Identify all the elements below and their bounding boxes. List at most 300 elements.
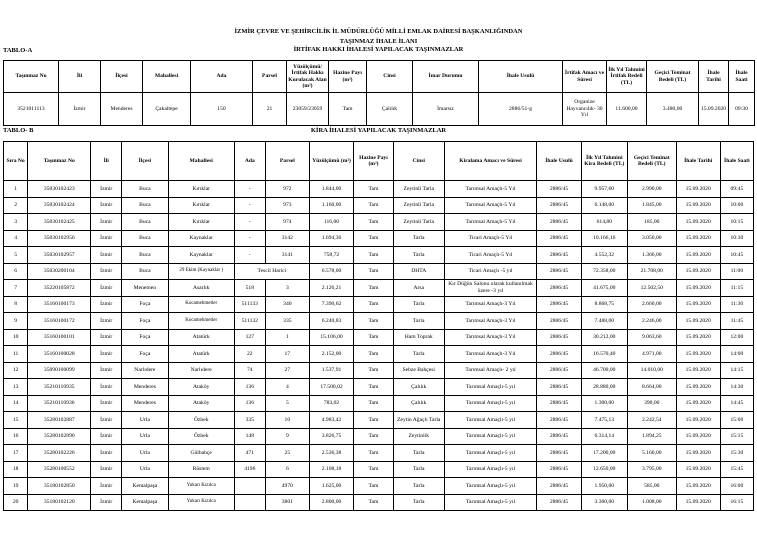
table-cell: Urla <box>122 461 168 478</box>
table-cell: 9 <box>265 428 309 445</box>
table-cell: Tam <box>354 313 394 330</box>
table-cell: - <box>234 197 265 214</box>
table-cell: 15.106,00 <box>309 329 353 346</box>
column-header: Mahallesi <box>143 61 191 93</box>
table-cell: 10:45 <box>720 247 753 264</box>
header-subtitle: TAŞINMAZ İHALE İLANI <box>339 38 418 45</box>
table-cell: Gülbahçe <box>168 445 234 462</box>
table-row <box>4 329 754 346</box>
table-cell: 15 <box>4 412 28 429</box>
table-row <box>4 379 754 396</box>
column-header: Taşınmaz No <box>4 61 59 93</box>
table-cell: 15.09.2020 <box>676 197 720 214</box>
table-cell: Tam <box>354 214 394 231</box>
table-cell: 6.578,00 <box>309 263 353 280</box>
table-cell: 783,02 <box>309 395 353 412</box>
table-cell: 14:15 <box>720 362 753 379</box>
table-cell: 17.500,02 <box>309 379 353 396</box>
table-row <box>4 461 754 478</box>
table-cell: 14 <box>4 395 28 412</box>
table-cell: 09:45 <box>720 181 753 198</box>
column-header: İhale Tarihi <box>676 142 720 181</box>
table-cell: 35210110935 <box>28 379 91 396</box>
table-cell: Tam <box>354 395 394 412</box>
column-header: İli <box>91 142 122 181</box>
table-cell: 136 <box>234 395 265 412</box>
table-cell: Menemen <box>122 280 168 297</box>
table-cell: 3521011113 <box>4 93 59 126</box>
table-cell: Buca <box>122 263 168 280</box>
table-cell: İmarsız <box>413 93 479 126</box>
table-cell: 15.09.2020 <box>676 461 720 478</box>
column-header: Hazine Payı (m²) <box>329 61 367 93</box>
column-header: İmar Durumu <box>413 61 479 93</box>
table-cell: 15.09.2020 <box>676 412 720 429</box>
table-cell: 4.971,00 <box>627 346 676 363</box>
table-cell: İzmir <box>91 247 122 264</box>
table-cell: 2.536,38 <box>309 445 353 462</box>
table-cell: 17 <box>4 445 28 462</box>
table-cell: 3.050,00 <box>627 230 676 247</box>
table-cell: 12.502,50 <box>627 280 676 297</box>
table-cell: 1.694,36 <box>309 230 353 247</box>
table-row <box>4 230 754 247</box>
table-cell: İzmir <box>91 280 122 297</box>
table-cell: Zeytinli Tarla <box>393 181 444 198</box>
table-cell: 2886/45 <box>537 329 581 346</box>
table-cell: 35030102956 <box>28 230 91 247</box>
table-cell: Ataköy <box>168 379 234 396</box>
table-cell: Menderes <box>122 379 168 396</box>
table-cell: 2886/45 <box>537 296 581 313</box>
table-cell: Tam <box>354 181 394 198</box>
table-cell: 7.390,62 <box>309 296 353 313</box>
table-cell: İzmir <box>91 197 122 214</box>
column-header: İlçesi <box>122 142 168 181</box>
table-cell: 10 <box>265 412 309 429</box>
column-header: İlçesi <box>101 61 143 93</box>
table-cell: 6 <box>265 461 309 478</box>
table-cell: 585,00 <box>627 478 676 495</box>
table-cell: Atatürk <box>168 329 234 346</box>
table-cell: 15.09.2020 <box>676 214 720 231</box>
column-header: İrtifak Amacı ve Süresi <box>563 61 607 93</box>
table-cell: 15.09.2020 <box>676 329 720 346</box>
column-header: Yüzölçümü/ İrtifak Hakkı Kurulacak Alan (m²) <box>287 61 329 93</box>
table-cell: Çalılık <box>393 395 444 412</box>
table-cell: Tam <box>354 346 394 363</box>
table-cell: 10:00 <box>720 197 753 214</box>
table-cell: 614,80 <box>581 214 627 231</box>
table-cell: 2886/45 <box>537 280 581 297</box>
table-row <box>4 181 754 198</box>
table-cell: Tarımsal Amaçlı-5 yıl <box>444 379 537 396</box>
table-cell: 15.09.2020 <box>676 379 720 396</box>
table-cell: 9 <box>4 313 28 330</box>
table-cell: 35030200104 <box>28 263 91 280</box>
table-cell: 3142 <box>265 230 309 247</box>
table-cell: 6 <box>4 263 28 280</box>
table-cell: 46.700,00 <box>581 362 627 379</box>
table-row <box>4 247 754 264</box>
table-cell: 518 <box>234 280 265 297</box>
table-cell: Rüstem <box>168 461 234 478</box>
column-header: İhale Saati <box>720 142 753 181</box>
table-cell: 35160100172 <box>28 313 91 330</box>
table-cell: 21 <box>253 93 287 126</box>
table-cell: Tam <box>354 494 394 511</box>
table-row <box>4 445 754 462</box>
table-cell: 2.126,21 <box>309 280 353 297</box>
table-cell: Tarımsal Amaçlı- 2 yıl <box>444 362 537 379</box>
table-cell: - <box>234 214 265 231</box>
table-cell: 335 <box>265 313 309 330</box>
table-cell: Tarımsal Amaçlı-5 yıl <box>444 494 537 511</box>
table-cell: 23059/23059 <box>287 93 329 126</box>
table-cell: 5.160,00 <box>627 445 676 462</box>
table-cell: Zeytinli Tarla <box>393 214 444 231</box>
table-cell: Menderes <box>122 395 168 412</box>
table-cell: Kır Düğün Salonu olarak kullanılmak üzere -3 yıl <box>444 280 537 297</box>
table-cell: 972 <box>265 181 309 198</box>
table-cell: Tam <box>354 296 394 313</box>
table-cell: Tarla <box>393 445 444 462</box>
table-cell: 35280100552 <box>28 461 91 478</box>
table-cell: 7.475,13 <box>581 412 627 429</box>
table-cell: 2.660,00 <box>627 296 676 313</box>
table-cell: Tarımsal Amaçlı-5 yıl <box>444 461 537 478</box>
table-cell: Sebze Bahçesi <box>393 362 444 379</box>
table-cell: İzmir <box>59 93 101 126</box>
table-cell: İzmir <box>91 313 122 330</box>
table-cell: 41.675,00 <box>581 280 627 297</box>
table-row <box>4 313 754 330</box>
table-cell: 35280102887 <box>28 412 91 429</box>
table-cell: 1.894,25 <box>627 428 676 445</box>
table-cell: 2886/45 <box>537 197 581 214</box>
table-cell: 6.148,00 <box>581 197 627 214</box>
table-cell: 4 <box>4 230 28 247</box>
table-cell: Urla <box>122 428 168 445</box>
table-row <box>4 478 754 495</box>
table-cell: Ticari Amaçlı -5 yıl <box>444 263 537 280</box>
table-b-header-row <box>4 142 754 181</box>
table-cell: 15.09.2020 <box>676 313 720 330</box>
table-cell: Foça <box>122 313 168 330</box>
table-cell: 10:15 <box>720 214 753 231</box>
table-cell: İzmir <box>91 296 122 313</box>
table-cell: Kocamehmetler <box>168 296 234 313</box>
table-cell: 6.240,83 <box>309 313 353 330</box>
table-cell: 511132 <box>234 313 265 330</box>
table-cell: 20 <box>4 494 28 511</box>
table-cell: İzmir <box>91 461 122 478</box>
table-cell: 1.625,00 <box>309 478 353 495</box>
table-cell: Foça <box>122 346 168 363</box>
table-cell: 2.800,00 <box>309 494 353 511</box>
table-cell: Zeytin Ağaçlı Tarla <box>393 412 444 429</box>
table-cell: Tarla <box>393 478 444 495</box>
table-cell: Tarla <box>393 313 444 330</box>
table-cell: Tarımsal Amaçlı-5 Yıl <box>444 214 537 231</box>
table-cell: 150 <box>191 93 253 126</box>
column-header: İlk Yıl Tahmini Kira Bedeli (TL) <box>581 142 627 181</box>
table-cell: Tam <box>354 247 394 264</box>
table-cell: 35210110936 <box>28 395 91 412</box>
table-cell: 18 <box>4 461 28 478</box>
table-cell: 15.09.2020 <box>676 346 720 363</box>
table-cell: Çalılık <box>367 93 413 126</box>
table-cell: 14:30 <box>720 379 753 396</box>
table-cell: 7.488,00 <box>581 313 627 330</box>
table-cell: Tam <box>354 379 394 396</box>
table-cell: Buca <box>122 181 168 198</box>
column-header: Yüzölçümü (m²) <box>309 142 353 181</box>
table-cell: Atatürk <box>168 346 234 363</box>
table-cell: 15.09.2020 <box>676 280 720 297</box>
table-cell: 72.358,00 <box>581 263 627 280</box>
table-cell: - <box>234 247 265 264</box>
table-cell: Tarımsal Amaçlı-5 yıl <box>444 478 537 495</box>
table-cell: 2886/45 <box>537 412 581 429</box>
table-cell: 2886/45 <box>537 313 581 330</box>
table-cell: Tarımsal Amaçlı-5 Yıl <box>444 197 537 214</box>
table-cell: 511133 <box>234 296 265 313</box>
table-cell: Tarımsal Amaçlı-5 yıl <box>444 445 537 462</box>
table-cell: Tarla <box>393 296 444 313</box>
table-cell: Tarla <box>393 230 444 247</box>
table-row <box>4 280 754 297</box>
table-cell: 2.108,18 <box>309 461 353 478</box>
table-cell: Tarımsal Amaçlı-5 yıl <box>444 412 537 429</box>
table-cell: 16:15 <box>720 494 753 511</box>
table-row <box>4 93 755 126</box>
table-cell: Urla <box>122 445 168 462</box>
table-cell: İzmir <box>91 494 122 511</box>
table-cell: 15.09.2020 <box>699 93 729 126</box>
table-cell: İzmir <box>91 379 122 396</box>
table-cell: Tarımsal Amaçlı-5 Yıl <box>444 181 537 198</box>
table-cell: 4.552,32 <box>581 247 627 264</box>
table-cell: Kırıklar <box>168 214 234 231</box>
table-cell: 973 <box>265 197 309 214</box>
table-cell: Buca <box>122 214 168 231</box>
table-cell: 2886/45 <box>537 230 581 247</box>
table-cell: Özbek <box>168 428 234 445</box>
table-cell: Tescil Harici <box>234 263 309 280</box>
table-cell: Asarlık <box>168 280 234 297</box>
table-cell: 2886/45 <box>537 461 581 478</box>
table-cell: 35160100101 <box>28 329 91 346</box>
table-cell: 16 <box>4 428 28 445</box>
table-cell: 35180102120 <box>28 494 91 511</box>
table-cell: 15.09.2020 <box>676 263 720 280</box>
table-cell: 6.314,14 <box>581 428 627 445</box>
table-cell: 4 <box>265 379 309 396</box>
column-header: Sıra No <box>4 142 28 181</box>
table-cell: 17 <box>265 346 309 363</box>
table-cell: Foça <box>122 296 168 313</box>
table-cell: 11:00 <box>720 263 753 280</box>
table-cell: 1.160,00 <box>309 197 353 214</box>
table-cell: 3801 <box>265 494 309 511</box>
table-cell: 35030102423 <box>28 181 91 198</box>
table-row <box>4 494 754 511</box>
table-cell: 11:45 <box>720 313 753 330</box>
tablo-b-label: TABLO- B <box>3 127 34 134</box>
table-cell: Tarla <box>393 461 444 478</box>
table-cell: 22 <box>234 346 265 363</box>
table-cell: 116,00 <box>309 214 353 231</box>
table-cell: 974 <box>265 214 309 231</box>
table-cell: 15.09.2020 <box>676 428 720 445</box>
table-cell: 12:00 <box>720 329 753 346</box>
table-cell: 335 <box>234 412 265 429</box>
table-cell: Buca <box>122 247 168 264</box>
table-cell: 15.09.2020 <box>676 478 720 495</box>
table-cell: DHTA <box>393 263 444 280</box>
table-cell: 2.152,00 <box>309 346 353 363</box>
table-cell: 25 <box>265 445 309 462</box>
table-row <box>4 296 754 313</box>
table-cell: 1.537,91 <box>309 362 353 379</box>
table-cell: 1.366,00 <box>627 247 676 264</box>
table-cell: İzmir <box>91 478 122 495</box>
column-header: İhale Saati <box>729 61 755 93</box>
table-cell: Tarla <box>393 494 444 511</box>
table-cell: 2886/45 <box>537 263 581 280</box>
table-cell: Tarımsal Amaçlı-3 Yıl <box>444 346 537 363</box>
table-cell: 15:30 <box>720 445 753 462</box>
table-cell: Foça <box>122 329 168 346</box>
table-cell: 4970 <box>265 478 309 495</box>
column-header: Kiralama Amacı ve Süresi <box>444 142 537 181</box>
table-cell: 30.212,00 <box>581 329 627 346</box>
table-cell: Zeytinlik <box>393 428 444 445</box>
column-header: İlk Yıl Tahmini İrtifak Bedeli (TL) <box>607 61 647 93</box>
table-cell: İzmir <box>91 329 122 346</box>
table-cell: 14:45 <box>720 395 753 412</box>
table-cell: 35030102957 <box>28 247 91 264</box>
table-b <box>3 141 754 511</box>
table-cell: 2.990,00 <box>627 181 676 198</box>
table-cell: 3 <box>4 214 28 231</box>
table-cell: 28.880,00 <box>581 379 627 396</box>
table-cell: Ataköy <box>168 395 234 412</box>
table-cell: İzmir <box>91 263 122 280</box>
table-cell: 17.200,00 <box>581 445 627 462</box>
table-cell: Tarımsal Amaçlı-5 yıl <box>444 395 537 412</box>
table-cell: 8 <box>4 296 28 313</box>
table-cell: Kaynaklar <box>168 247 234 264</box>
header-title: İZMİR ÇEVRE VE ŞEHİRCİLİK İL MÜDÜRLÜĞÜ MİLLİ EMLAK DAİRESİ BAŞKANLIĞINDAN <box>234 28 523 35</box>
table-cell: Tam <box>329 93 367 126</box>
table-cell: İzmir <box>91 181 122 198</box>
table-cell: 11.600,00 <box>607 93 647 126</box>
table-cell: 3.480,00 <box>647 93 699 126</box>
table-cell: 15.09.2020 <box>676 494 720 511</box>
table-cell: Organize Hayvancılık- 30 Yıl <box>563 93 607 126</box>
table-cell: 136 <box>234 379 265 396</box>
table-cell: 10 <box>4 329 28 346</box>
table-cell: İzmir <box>91 346 122 363</box>
table-cell: Kaynaklar <box>168 230 234 247</box>
table-cell: 35280102226 <box>28 445 91 462</box>
table-cell: İzmir <box>91 428 122 445</box>
table-cell: Buca <box>122 197 168 214</box>
table-cell: 2886/45 <box>537 362 581 379</box>
table-cell: 35030102425 <box>28 214 91 231</box>
table-cell: 471 <box>234 445 265 462</box>
table-cell: Ticari Amaçlı-5 Yıl <box>444 247 537 264</box>
table-row <box>4 395 754 412</box>
table-cell: 14.010,00 <box>627 362 676 379</box>
column-header: İhale Tarihi <box>699 61 729 93</box>
table-cell: Tarımsal Amaçlı-5 yıl <box>444 428 537 445</box>
table-cell: Kırıklar <box>168 197 234 214</box>
table-cell: 15.09.2020 <box>676 230 720 247</box>
column-header: Parsel <box>253 61 287 93</box>
table-cell: Tarımsal Amaçlı-3 Yıl <box>444 313 537 330</box>
table-cell: İzmir <box>91 214 122 231</box>
table-cell: 1.844,00 <box>309 181 353 198</box>
column-header: İhale Usulü <box>537 142 581 181</box>
table-cell: 3.360,00 <box>581 494 627 511</box>
table-cell: 3141 <box>265 247 309 264</box>
table-cell: Tarımsal Amaçlı-3 Yıl <box>444 329 537 346</box>
table-cell: 3 <box>265 280 309 297</box>
table-cell: Özbek <box>168 412 234 429</box>
table-cell: 13 <box>4 379 28 396</box>
table-cell: 3.795,00 <box>627 461 676 478</box>
table-row <box>4 263 754 280</box>
table-cell: Kocamehmetler <box>168 313 234 330</box>
tablo-a-label: TABLO-A <box>3 47 33 54</box>
table-cell: 19 <box>4 478 28 495</box>
table-cell: 12 <box>4 362 28 379</box>
table-cell: Tam <box>354 412 394 429</box>
table-cell: Tam <box>354 329 394 346</box>
table-cell: 2886/45 <box>537 445 581 462</box>
column-header: İli <box>59 61 101 93</box>
table-cell: - <box>234 181 265 198</box>
table-cell: Buca <box>122 230 168 247</box>
tablo-a-title: İRTİFAK HAKKI İHALESİ YAPILACAK TAŞINMAZLAR <box>293 46 464 53</box>
table-cell: 15:00 <box>720 412 753 429</box>
table-cell: 35180102850 <box>28 478 91 495</box>
table-cell: Tarla <box>393 247 444 264</box>
table-cell: 11:15 <box>720 280 753 297</box>
table-cell <box>234 478 265 495</box>
table-cell: Çakaltepe <box>143 93 191 126</box>
table-cell: 9.957,60 <box>581 181 627 198</box>
table-cell: Urla <box>122 412 168 429</box>
table-cell: 185,00 <box>627 214 676 231</box>
table-cell: 15.09.2020 <box>676 362 720 379</box>
table-cell: 16:00 <box>720 478 753 495</box>
table-cell: Tam <box>354 230 394 247</box>
table-cell: 35090100099 <box>28 362 91 379</box>
table-a <box>3 60 755 126</box>
column-header: Cinsi <box>393 142 444 181</box>
table-cell: 29 Ekim (Kaynaklar ) <box>168 263 234 280</box>
table-cell: Arsa <box>393 280 444 297</box>
table-cell: 1.300,00 <box>581 395 627 412</box>
table-cell: 4196 <box>234 461 265 478</box>
table-row <box>4 197 754 214</box>
column-header: Ada <box>191 61 253 93</box>
table-cell: 15.09.2020 <box>676 247 720 264</box>
